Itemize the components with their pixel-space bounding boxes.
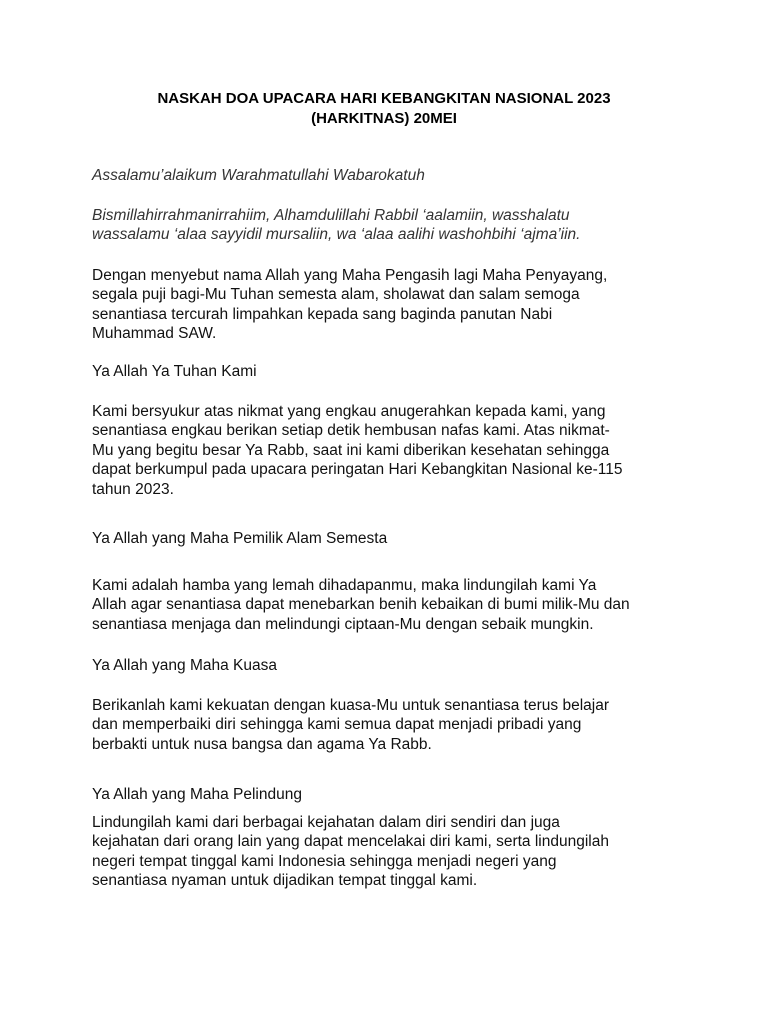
opening-paragraph: Dengan menyebut nama Allah yang Maha Pengasih lagi Maha Penyayang, segala puji bagi-Mu Tuhan semesta alam, sholawat dan salam semoga senantiasa tercurah limpahkan kepada sang baginda panutan Nabi Muhammad SAW. [92, 267, 608, 343]
invocation-heading-1: Ya Allah Ya Tuhan Kami [92, 363, 257, 380]
bismillah-paragraph: Bismillahirrahmanirrahiim, Alhamdulillahi Rabbil ‘aalamiin, wasshalatu wassalamu ‘alaa sayyidil mursaliin, wa ‘alaa aalihi washohbihi ‘ajma’iin. [92, 207, 581, 244]
greeting-paragraph: Assalamu’alaikum Warahmatullahi Wabarokatuh [92, 167, 425, 184]
protection-paragraph: Kami adalah hamba yang lemah dihadapanmu, maka lindungilah kami Ya Allah agar senantiasa dapat menebarkan benih kebaikan di bumi milik-Mu dan senantiasa menjaga dan melindungi ciptaan-Mu dengan sebaik mungkin. [92, 577, 630, 633]
invocation-heading-2: Ya Allah yang Maha Pemilik Alam Semesta [92, 530, 388, 547]
document-title: NASKAH DOA UPACARA HARI KEBANGKITAN NASIONAL 2023 (HARKITNAS) 20MEI [157, 90, 611, 127]
strength-paragraph: Berikanlah kami kekuatan dengan kuasa-Mu untuk senantiasa terus belajar dan memperbaiki diri sehingga kami semua dapat menjadi pribadi yang berbakti untuk nusa bangsa dan agama Ya Rabb. [92, 697, 609, 753]
invocation-heading-4: Ya Allah yang Maha Pelindung [92, 786, 302, 803]
shelter-paragraph: Lindungilah kami dari berbagai kejahatan dalam diri sendiri dan juga kejahatan dari orang lain yang dapat mencelakai diri kami, serta lindungilah negeri tempat tinggal kami Indonesia sehingga menjadi negeri yang senantiasa nyaman untuk dijadikan tempat tinggal kami. [92, 814, 609, 890]
gratitude-paragraph: Kami bersyukur atas nikmat yang engkau anugerahkan kepada kami, yang senantiasa engkau berikan setiap detik hembusan nafas kami. Atas nikmat- Mu yang begitu besar Ya Rabb, saat ini kami diberikan kesehatan sehingga dapat berkumpul pada upacara peringatan Hari Kebangkitan Nasional ke-115 tahun 2023. [92, 403, 623, 498]
invocation-heading-3: Ya Allah yang Maha Kuasa [92, 657, 277, 674]
